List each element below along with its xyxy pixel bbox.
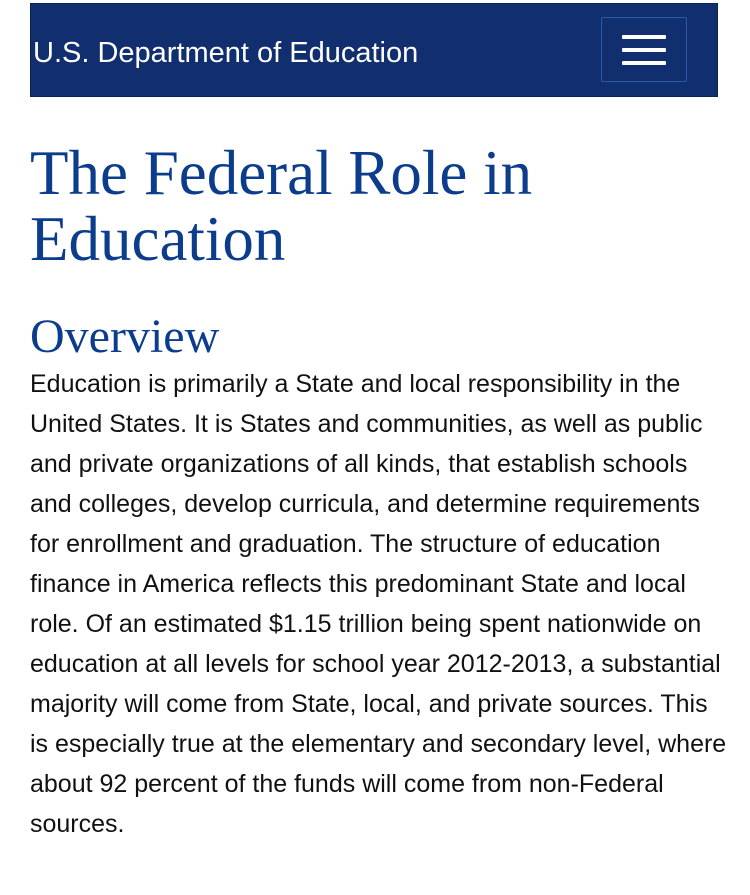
menu-button[interactable]: [601, 17, 687, 82]
menu-icon-bar: [622, 35, 666, 39]
menu-icon-bar: [622, 48, 666, 52]
menu-icon-bar: [622, 61, 666, 65]
site-header: [30, 3, 718, 97]
section-heading-overview: Overview: [30, 310, 220, 363]
hamburger-menu-icon: [622, 35, 666, 65]
site-title-link[interactable]: U.S. Department of Education: [33, 37, 419, 69]
page-title: The Federal Role in Education: [30, 138, 533, 274]
overview-paragraph: Education is primarily a State and local responsibility in the United States. It is States and communities, as well as public and private organizations of all kinds, that establish schools and colleges, develop curricula, and determine requirements for enrollment and graduation. The structure of education finance in America reflects this predominant State and local role. Of an estimated $1.15 trillion being spent nationwide on education at all levels for school year 2012-2013, a substantial majority will come from State, local, and private sources. This is especially true at the elementary and secondary level, where about 92 percent of the funds will come from non-Federal sources.: [30, 370, 727, 838]
